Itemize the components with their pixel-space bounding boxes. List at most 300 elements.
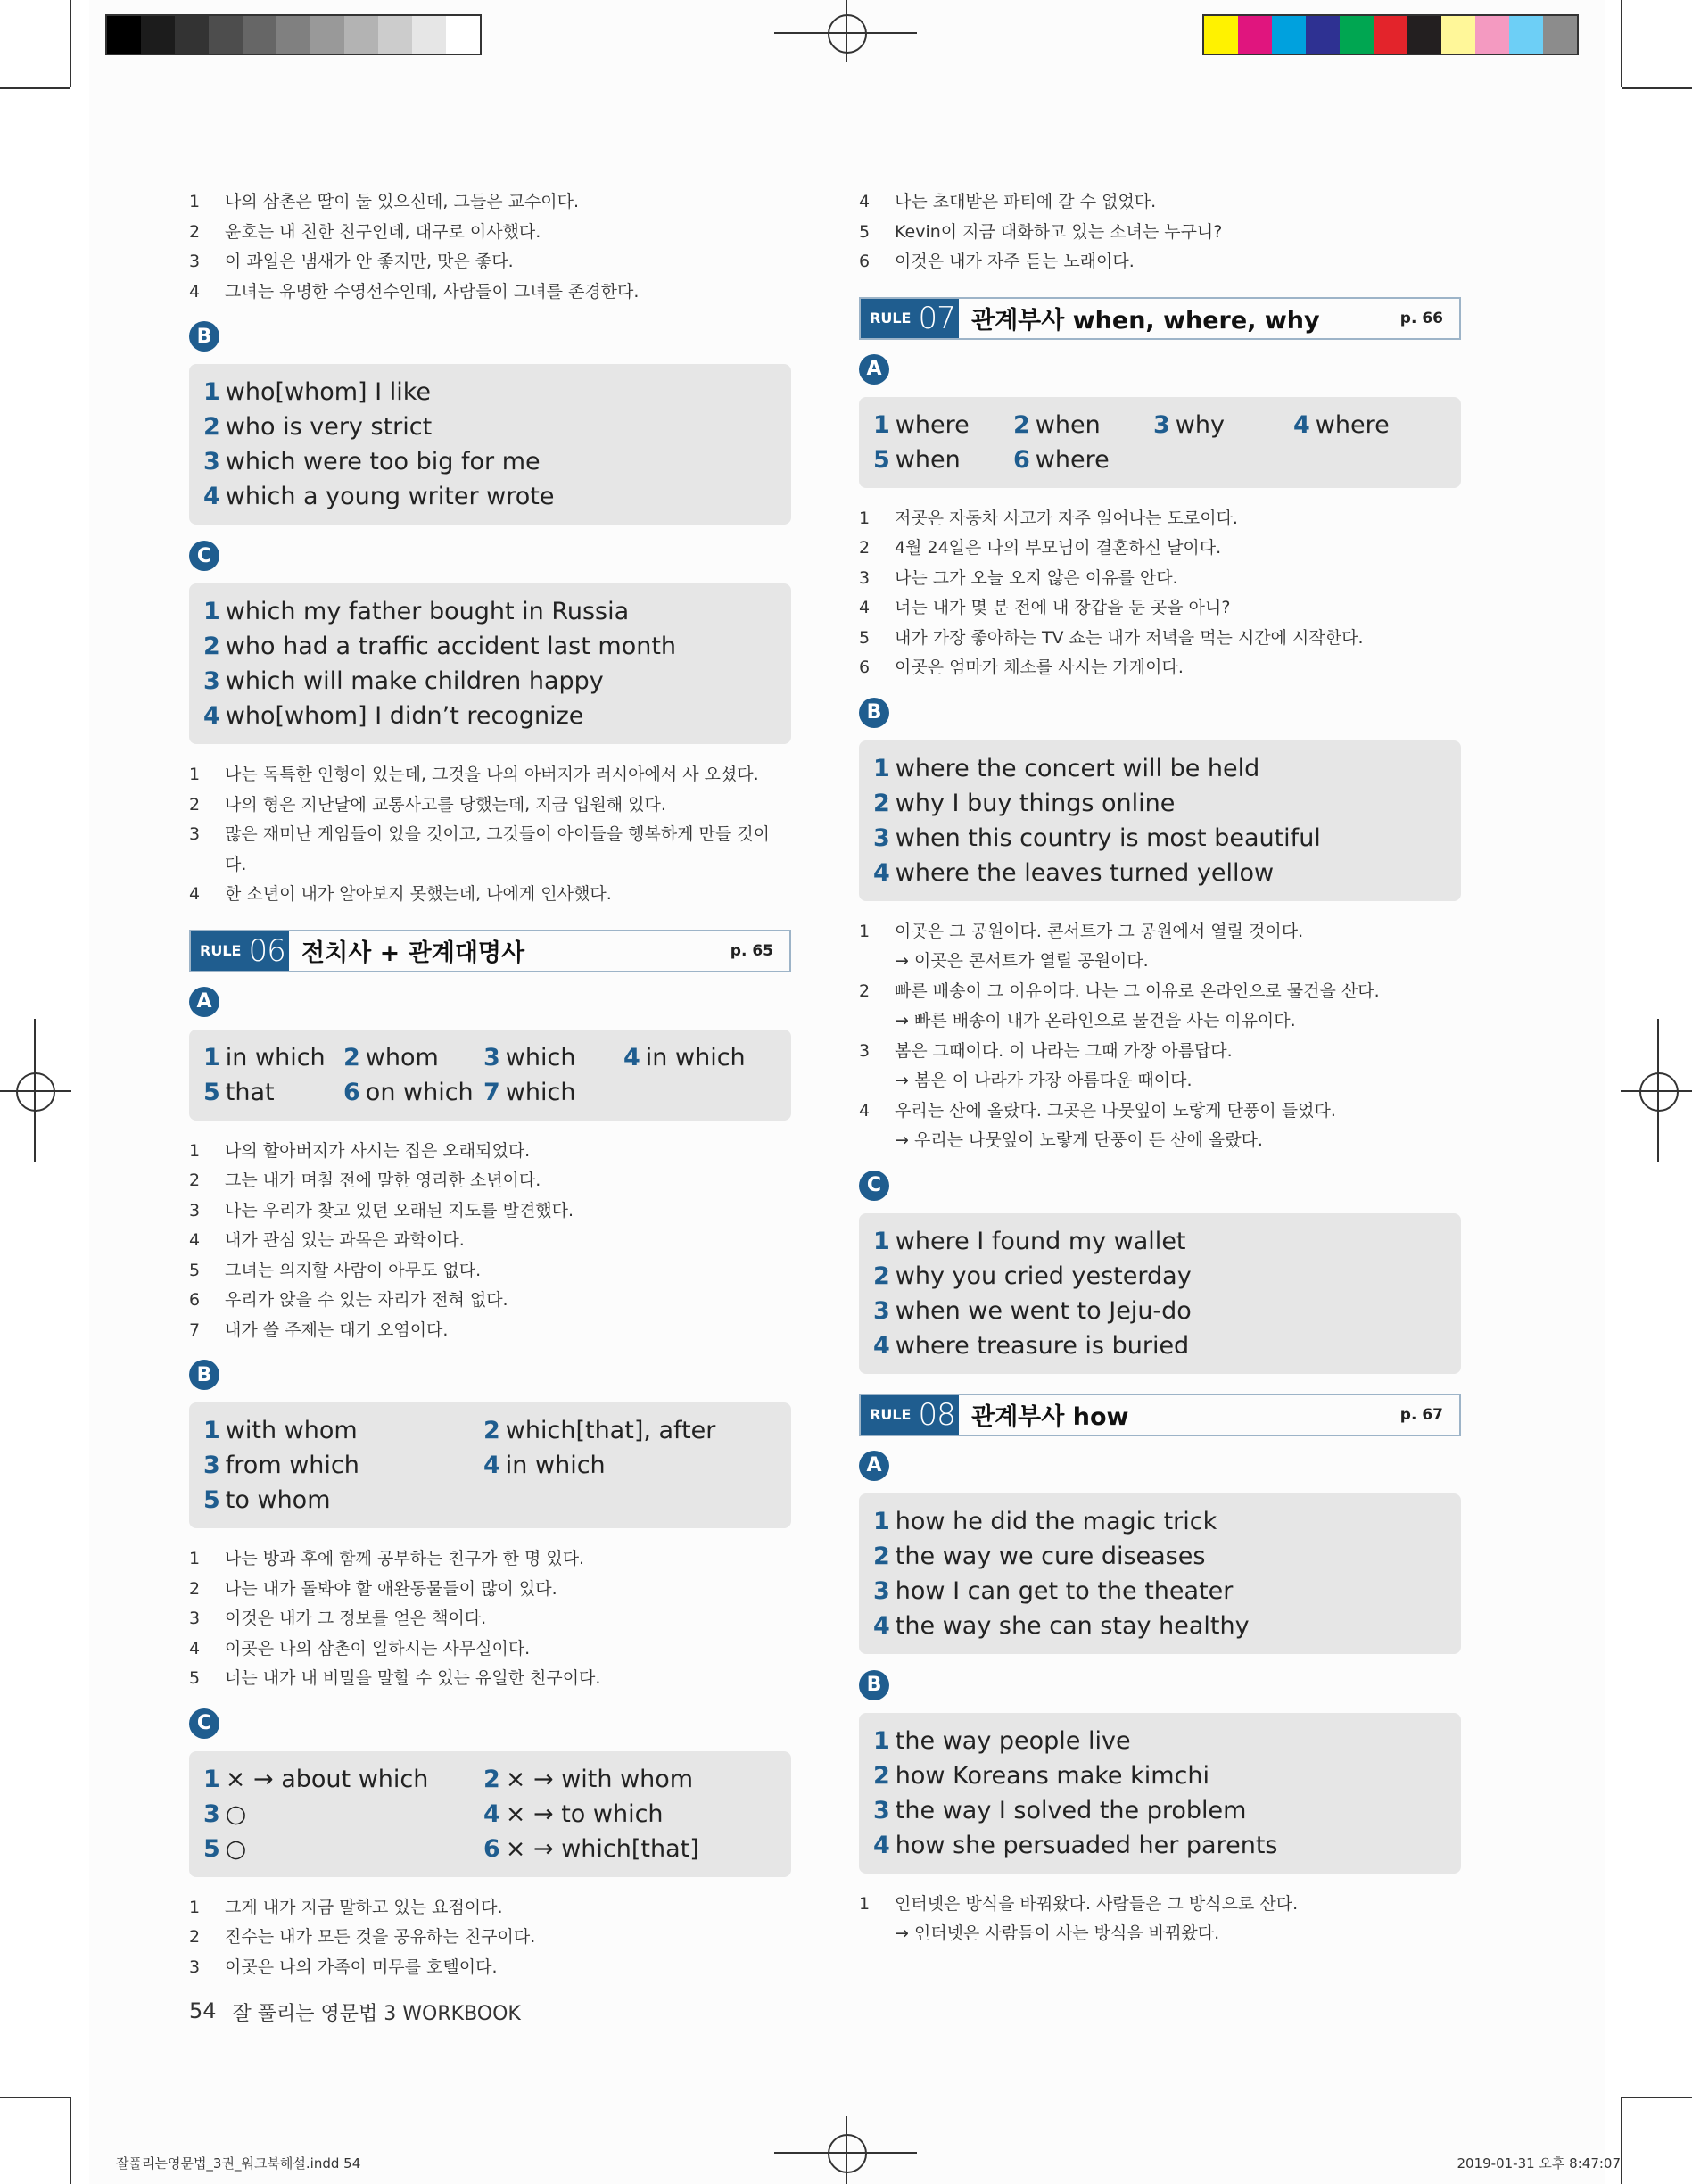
item-text: 인터넷은 방식을 바꿔왔다. 사람들은 그 방식으로 산다. (895, 1893, 1299, 1914)
registration-mark-bottom (828, 2134, 867, 2173)
item-number: 2 (189, 794, 201, 815)
item-number: 4 (859, 192, 871, 211)
item-text: 이 과일은 냄새가 안 좋지만, 맛은 좋다. (225, 252, 514, 271)
answer-grid (203, 1413, 777, 1518)
translation-item (859, 504, 1461, 534)
answer-box-b (859, 740, 1461, 901)
color-swatch (243, 16, 276, 54)
answer-item (873, 1294, 1447, 1328)
item-text: 너는 내가 내 비밀을 말할 수 있는 유일한 친구이다. (225, 1668, 601, 1688)
answer-item (873, 786, 1447, 821)
translation-item (189, 1544, 791, 1575)
answer-number: 2 (873, 1542, 890, 1570)
answer-number: 3 (203, 1799, 220, 1828)
answer-text: to whom (225, 1486, 331, 1514)
item-number: 5 (189, 1260, 201, 1280)
answer-text: where (1035, 445, 1110, 474)
translation-item (189, 1604, 791, 1634)
item-number: 2 (189, 1578, 201, 1599)
answer-item (483, 1797, 763, 1832)
answer-number: 4 (873, 858, 890, 887)
item-text: 내가 관심 있는 과목은 과학이다. (225, 1230, 465, 1250)
item-text: 우리가 앉을 수 있는 자리가 전혀 없다. (225, 1290, 508, 1310)
color-swatch (310, 16, 344, 54)
answer-text: where (895, 410, 970, 439)
item-number: 4 (189, 1638, 201, 1659)
item-number: 1 (859, 921, 871, 941)
item-text: 그게 내가 지금 말하고 있는 요점이다. (225, 1897, 503, 1917)
answer-text: the way she can stay healthy (895, 1611, 1250, 1640)
rule-tag (861, 1395, 959, 1435)
translation-list (859, 917, 1461, 1156)
translation-item (189, 1953, 791, 1983)
answer-text: from which (225, 1452, 359, 1479)
item-text: 이것은 내가 그 정보를 얻은 책이다. (225, 1609, 487, 1628)
translation-item (189, 218, 791, 248)
answer-item (203, 1448, 483, 1483)
answer-grid (873, 408, 1447, 477)
answer-item (873, 1259, 1447, 1294)
answer-number: 4 (483, 1799, 500, 1828)
section-badge-c: C (189, 1708, 219, 1739)
translation-subline: → 우리는 나뭇잎이 노랗게 단풍이 든 산에 올랐다. (895, 1130, 1263, 1150)
answer-number: 3 (873, 1796, 890, 1824)
item-number: 1 (189, 1140, 201, 1161)
item-number: 2 (189, 221, 201, 242)
answer-item (203, 1832, 483, 1866)
item-number: 4 (859, 598, 871, 617)
item-text: 이것은 내가 자주 듣는 노래이다. (895, 252, 1135, 271)
answer-item (873, 443, 1013, 477)
answer-text: which my father bought in Russia (225, 598, 630, 625)
color-swatch (1204, 16, 1238, 54)
translation-item (859, 247, 1461, 277)
color-swatch (1441, 16, 1475, 54)
answer-box-a (189, 1030, 791, 1121)
answer-number: 3 (483, 1043, 500, 1071)
item-text: 나는 독특한 인형이 있는데, 그것을 나의 아버지가 러시아에서 사 오셨다. (225, 765, 759, 784)
answer-number: 4 (873, 1831, 890, 1859)
item-number: 4 (189, 884, 201, 904)
color-swatch (412, 16, 446, 54)
translation-item (859, 218, 1461, 248)
answer-item (873, 1758, 1447, 1793)
answer-text: the way people live (895, 1726, 1131, 1755)
answer-item (203, 699, 777, 733)
translation-list (859, 187, 1461, 277)
translation-list (859, 504, 1461, 683)
translation-item (189, 1664, 791, 1694)
answer-text: when (895, 445, 961, 474)
answer-number: 4 (873, 1331, 890, 1360)
color-swatch (1475, 16, 1509, 54)
translation-item (189, 1893, 791, 1923)
answer-number: 1 (873, 410, 890, 439)
answer-number: 2 (873, 1262, 890, 1290)
answer-box-b (189, 364, 791, 525)
answer-number: 5 (203, 1078, 220, 1106)
translation-list (189, 1893, 791, 1983)
translation-list (859, 1890, 1461, 1949)
rule-title: 관계부사 when, where, why (971, 307, 1320, 335)
color-swatch (107, 16, 141, 54)
item-number: 1 (189, 1897, 201, 1917)
item-text: 봄은 그때이다. 이 나라는 그때 가장 아름답다. (895, 1040, 1233, 1061)
section-badge-c: C (859, 1171, 889, 1201)
answer-text: the way we cure diseases (895, 1542, 1206, 1570)
book-title: 잘 풀리는 영문법 3 WORKBOOK (232, 2003, 521, 2025)
translation-item (189, 1196, 791, 1227)
registration-mark-top (828, 14, 867, 54)
translation-item (859, 1890, 1461, 1920)
page-number: 54 (189, 1998, 217, 2023)
color-swatch (1407, 16, 1441, 54)
answer-item (483, 1040, 623, 1075)
answer-text: where (1315, 410, 1390, 439)
item-text: 저곳은 자동차 사고가 자주 일어나는 도로이다. (895, 508, 1238, 528)
item-text: 우리는 산에 올랐다. 그곳은 나뭇잎이 노랗게 단풍이 들었다. (895, 1100, 1336, 1121)
item-text: 이곳은 그 공원이다. 콘서트가 그 공원에서 열릴 것이다. (895, 921, 1304, 941)
answer-item (1153, 408, 1293, 443)
answer-text: × → with whom (505, 1765, 694, 1793)
answer-number: 4 (483, 1452, 500, 1479)
item-text: 이곳은 엄마가 채소를 사시는 가게이다. (895, 658, 1184, 677)
answer-number: 2 (203, 633, 220, 660)
answer-box-b (859, 1713, 1461, 1874)
answer-item (873, 1793, 1447, 1828)
answer-text: why (1175, 410, 1225, 439)
item-number: 1 (189, 1549, 201, 1568)
item-number: 3 (189, 252, 201, 271)
translation-item (189, 1923, 791, 1953)
translation-item (189, 277, 791, 308)
answer-text: who[whom] I like (225, 378, 432, 406)
item-text: 내가 가장 좋아하는 TV 쇼는 내가 저녁을 먹는 시간에 시작한다. (895, 627, 1364, 648)
section-badge-b: B (859, 698, 889, 728)
answer-text: where the concert will be held (895, 754, 1260, 782)
answer-item (483, 1762, 763, 1797)
answer-number: 2 (873, 1761, 890, 1790)
translation-item (859, 534, 1461, 564)
slug-timestamp: 2019-01-31 오후 8:47:07 (1457, 2155, 1621, 2172)
answer-item (203, 1040, 343, 1075)
item-number: 4 (189, 1230, 201, 1250)
answer-number: 2 (203, 413, 220, 441)
answer-text: which (505, 1043, 576, 1071)
answer-text: which[that], after (505, 1417, 716, 1444)
item-number: 1 (189, 192, 201, 211)
item-text: 많은 재미난 게임들이 있을 것이고, 그것들이 아이들을 행복하게 만들 것이다. (225, 824, 771, 874)
answer-text: × → which[that] (505, 1834, 699, 1863)
answer-item (873, 821, 1447, 856)
color-swatch (175, 16, 209, 54)
rule-word: RULE (870, 1406, 912, 1423)
item-number: 5 (189, 1668, 201, 1688)
left-column (189, 187, 791, 1982)
translation-item (859, 1037, 1461, 1067)
answer-item (1013, 408, 1153, 443)
answer-box-c (189, 583, 791, 744)
answer-text: in which (225, 1043, 326, 1071)
rule-08-header (859, 1394, 1461, 1436)
answer-number: 7 (483, 1078, 500, 1106)
translation-item (859, 593, 1461, 624)
item-text: 4월 24일은 나의 부모님이 결혼하신 날이다. (895, 538, 1222, 558)
answer-item (873, 751, 1447, 786)
item-number: 6 (859, 658, 871, 677)
color-swatch (209, 16, 243, 54)
answer-text: which will make children happy (225, 667, 604, 695)
answer-item (483, 1075, 623, 1110)
color-swatch (141, 16, 175, 54)
answer-number: 2 (1013, 410, 1030, 439)
item-text: 나의 할아버지가 사시는 집은 오래되었다. (225, 1140, 531, 1161)
color-swatch (1509, 16, 1543, 54)
rule-title: 관계부사 how (971, 1403, 1129, 1431)
answer-text: × → to which (505, 1799, 664, 1828)
answer-number: 4 (1293, 410, 1310, 439)
answer-number: 3 (203, 667, 220, 695)
answer-number: 6 (343, 1078, 360, 1106)
item-number: 2 (859, 538, 871, 558)
answer-number: 3 (873, 1576, 890, 1605)
translation-subline: → 봄은 이 나라가 가장 아름다운 때이다. (895, 1071, 1193, 1090)
registration-mark-right (1639, 1072, 1679, 1112)
answer-item (203, 444, 777, 479)
answer-text: who[whom] I didn’t recognize (225, 702, 584, 730)
answer-item (623, 1040, 763, 1075)
color-swatch (1340, 16, 1374, 54)
answer-number: 1 (203, 598, 220, 625)
item-text: 너는 내가 몇 분 전에 내 장갑을 둔 곳을 아니? (895, 598, 1231, 617)
answer-text: ○ (225, 1834, 247, 1863)
answer-number: 4 (623, 1043, 640, 1071)
translation-item (189, 1286, 791, 1316)
rule-word: RULE (870, 310, 912, 327)
translation-item (189, 790, 791, 821)
answer-item (873, 1539, 1447, 1574)
answer-item (873, 1574, 1447, 1609)
item-number: 3 (189, 824, 201, 844)
rule-title: 전치사 + 관계대명사 (301, 939, 525, 967)
answer-item (203, 594, 777, 629)
item-text: Kevin이 지금 대화하고 있는 소녀는 누구니? (895, 221, 1223, 242)
item-number: 1 (859, 508, 871, 528)
answer-number: 2 (873, 789, 890, 817)
answer-item (483, 1413, 763, 1448)
item-text: 이곳은 나의 삼촌이 일하시는 사무실이다. (225, 1638, 531, 1659)
item-text: 나의 형은 지난달에 교통사고를 당했는데, 지금 입원해 있다. (225, 794, 666, 815)
answer-item (203, 1762, 483, 1797)
translation-item (189, 187, 791, 218)
color-swatch (1543, 16, 1577, 54)
item-text: 그녀는 유명한 수영선수인데, 사람들이 그녀를 존경한다. (225, 281, 640, 302)
answer-box-c (189, 1751, 791, 1877)
answer-number: 1 (873, 1726, 890, 1755)
answer-text: in which (505, 1452, 606, 1479)
item-text: 그녀는 의지할 사람이 아무도 없다. (225, 1260, 482, 1280)
answer-text: how I can get to the theater (895, 1576, 1234, 1605)
item-number: 3 (859, 567, 871, 588)
answer-text: how he did the magic trick (895, 1507, 1217, 1535)
item-text: 나의 삼촌은 딸이 둘 있으신데, 그들은 교수이다. (225, 192, 580, 211)
answer-text: how Koreans make kimchi (895, 1761, 1210, 1790)
answer-text: in which (645, 1043, 746, 1071)
answer-number: 3 (873, 1296, 890, 1325)
translation-list (189, 187, 791, 307)
answer-item (343, 1075, 483, 1110)
answer-item (873, 1504, 1447, 1539)
translation-item (189, 1256, 791, 1286)
answer-box-a (859, 1493, 1461, 1654)
item-number: 1 (859, 1893, 871, 1914)
color-swatch (344, 16, 378, 54)
section-badge-c: C (189, 541, 219, 571)
answer-item (873, 1828, 1447, 1863)
item-number: 7 (189, 1320, 201, 1340)
answer-number: 1 (203, 1417, 220, 1444)
answer-number: 3 (1153, 410, 1170, 439)
translation-subline: → 이곳은 콘서트가 열릴 공원이다. (895, 951, 1149, 971)
answer-number: 3 (873, 823, 890, 852)
rule-page-ref: p. 66 (1399, 309, 1443, 327)
item-number: 6 (189, 1290, 201, 1310)
translation-list (189, 1137, 791, 1346)
item-text: 나는 우리가 찾고 있던 오래된 지도를 발견했다. (225, 1200, 574, 1220)
answer-number: 1 (873, 754, 890, 782)
answer-number: 2 (483, 1417, 500, 1444)
answer-item (873, 1609, 1447, 1643)
answer-number: 4 (203, 702, 220, 730)
rule-tag (861, 299, 959, 338)
translation-item (189, 247, 791, 277)
answer-item (483, 1448, 763, 1483)
translation-item (189, 760, 791, 790)
answer-item (203, 1483, 483, 1518)
translation-item (189, 820, 791, 880)
answer-item (343, 1040, 483, 1075)
answer-item (203, 629, 777, 664)
section-badge-a: A (189, 987, 219, 1017)
answer-item (873, 1328, 1447, 1363)
translation-item (189, 880, 791, 910)
answer-text: whom (365, 1043, 439, 1071)
registration-mark-left (16, 1072, 55, 1112)
item-number: 5 (859, 627, 871, 648)
item-text: 나는 그가 오늘 오지 않은 이유를 안다. (895, 567, 1178, 588)
answer-number: 2 (483, 1765, 500, 1793)
translation-item (859, 187, 1461, 218)
rule-07-header (859, 297, 1461, 340)
answer-text: × → about which (225, 1765, 429, 1793)
answer-number: 4 (203, 483, 220, 510)
item-text: 나는 내가 돌봐야 할 애완동물들이 많이 있다. (225, 1578, 557, 1599)
answer-item (203, 664, 777, 699)
item-number: 3 (189, 1956, 201, 1977)
answer-item (873, 408, 1013, 443)
answer-item (873, 1724, 1447, 1758)
slug-filename: 잘풀리는영문법_3권_워크북해설.indd 54 (116, 2155, 361, 2172)
answer-number: 1 (873, 1227, 890, 1255)
answer-item (203, 479, 777, 514)
color-swatch (378, 16, 412, 54)
answer-item (1013, 443, 1153, 477)
translation-item (859, 564, 1461, 594)
answer-number: 1 (203, 378, 220, 406)
answer-number: 3 (203, 1452, 220, 1479)
item-text: 내가 쓸 주제는 대기 오염이다. (225, 1320, 449, 1340)
answer-text: why you cried yesterday (895, 1262, 1192, 1290)
translation-item (189, 1137, 791, 1167)
answer-text: on which (365, 1078, 474, 1106)
answer-text: ○ (225, 1799, 247, 1828)
translation-subline: → 인터넷은 사람들이 사는 방식을 바꿔왔다. (895, 1923, 1220, 1943)
section-badge-a: A (859, 354, 889, 385)
section-badge-b: B (859, 1670, 889, 1700)
item-number: 4 (859, 1100, 871, 1121)
section-badge-b: B (189, 1360, 219, 1390)
answer-box-b (189, 1402, 791, 1528)
answer-item (203, 375, 777, 410)
answer-number: 2 (343, 1043, 360, 1071)
section-badge-a: A (859, 1451, 889, 1481)
answer-number: 3 (203, 448, 220, 476)
answer-text: where treasure is buried (895, 1331, 1190, 1360)
answer-number: 6 (1013, 445, 1030, 474)
answer-box-a (859, 397, 1461, 488)
item-text: 나는 초대받은 파티에 갈 수 없었다. (895, 192, 1157, 211)
item-number: 2 (189, 1171, 201, 1190)
item-number: 2 (859, 980, 871, 1001)
answer-text: when we went to Jeju-do (895, 1296, 1192, 1325)
answer-item (203, 1413, 483, 1448)
page-footer (189, 1998, 521, 2026)
rule-page-ref: p. 67 (1399, 1405, 1443, 1424)
item-number: 1 (189, 765, 201, 784)
answer-text: when this country is most beautiful (895, 823, 1321, 852)
answer-grid (203, 1762, 777, 1866)
answer-text: where the leaves turned yellow (895, 858, 1275, 887)
item-text: 빠른 배송이 그 이유이다. 나는 그 이유로 온라인으로 물건을 산다. (895, 980, 1380, 1001)
answer-grid (203, 1040, 777, 1110)
item-text: 그는 내가 며칠 전에 말한 영리한 소년이다. (225, 1171, 541, 1190)
section-badge-b: B (189, 321, 219, 352)
answer-text: where I found my wallet (895, 1227, 1186, 1255)
answer-text: who is very strict (225, 413, 433, 441)
rule-06-header (189, 930, 791, 972)
item-text: 진수는 내가 모든 것을 공유하는 친구이다. (225, 1927, 536, 1947)
answer-number: 6 (483, 1834, 500, 1863)
item-number: 6 (859, 252, 871, 271)
answer-text: which (505, 1078, 576, 1106)
translation-item (189, 1316, 791, 1346)
answer-number: 5 (203, 1486, 220, 1514)
translation-item (189, 1226, 791, 1256)
rule-number: 06 (248, 932, 285, 969)
rule-page-ref: p. 65 (730, 941, 773, 960)
item-text: 이곳은 나의 가족이 머무를 호텔이다. (225, 1956, 498, 1977)
color-swatch-bar (1202, 14, 1579, 55)
rule-tag (191, 931, 289, 971)
translation-item (859, 1096, 1461, 1127)
item-number: 2 (189, 1927, 201, 1947)
translation-item (189, 1575, 791, 1605)
answer-item (873, 1224, 1447, 1259)
answer-number: 1 (203, 1765, 220, 1793)
right-column (859, 187, 1461, 1949)
answer-text: the way I solved the problem (895, 1796, 1247, 1824)
translation-item (859, 624, 1461, 654)
